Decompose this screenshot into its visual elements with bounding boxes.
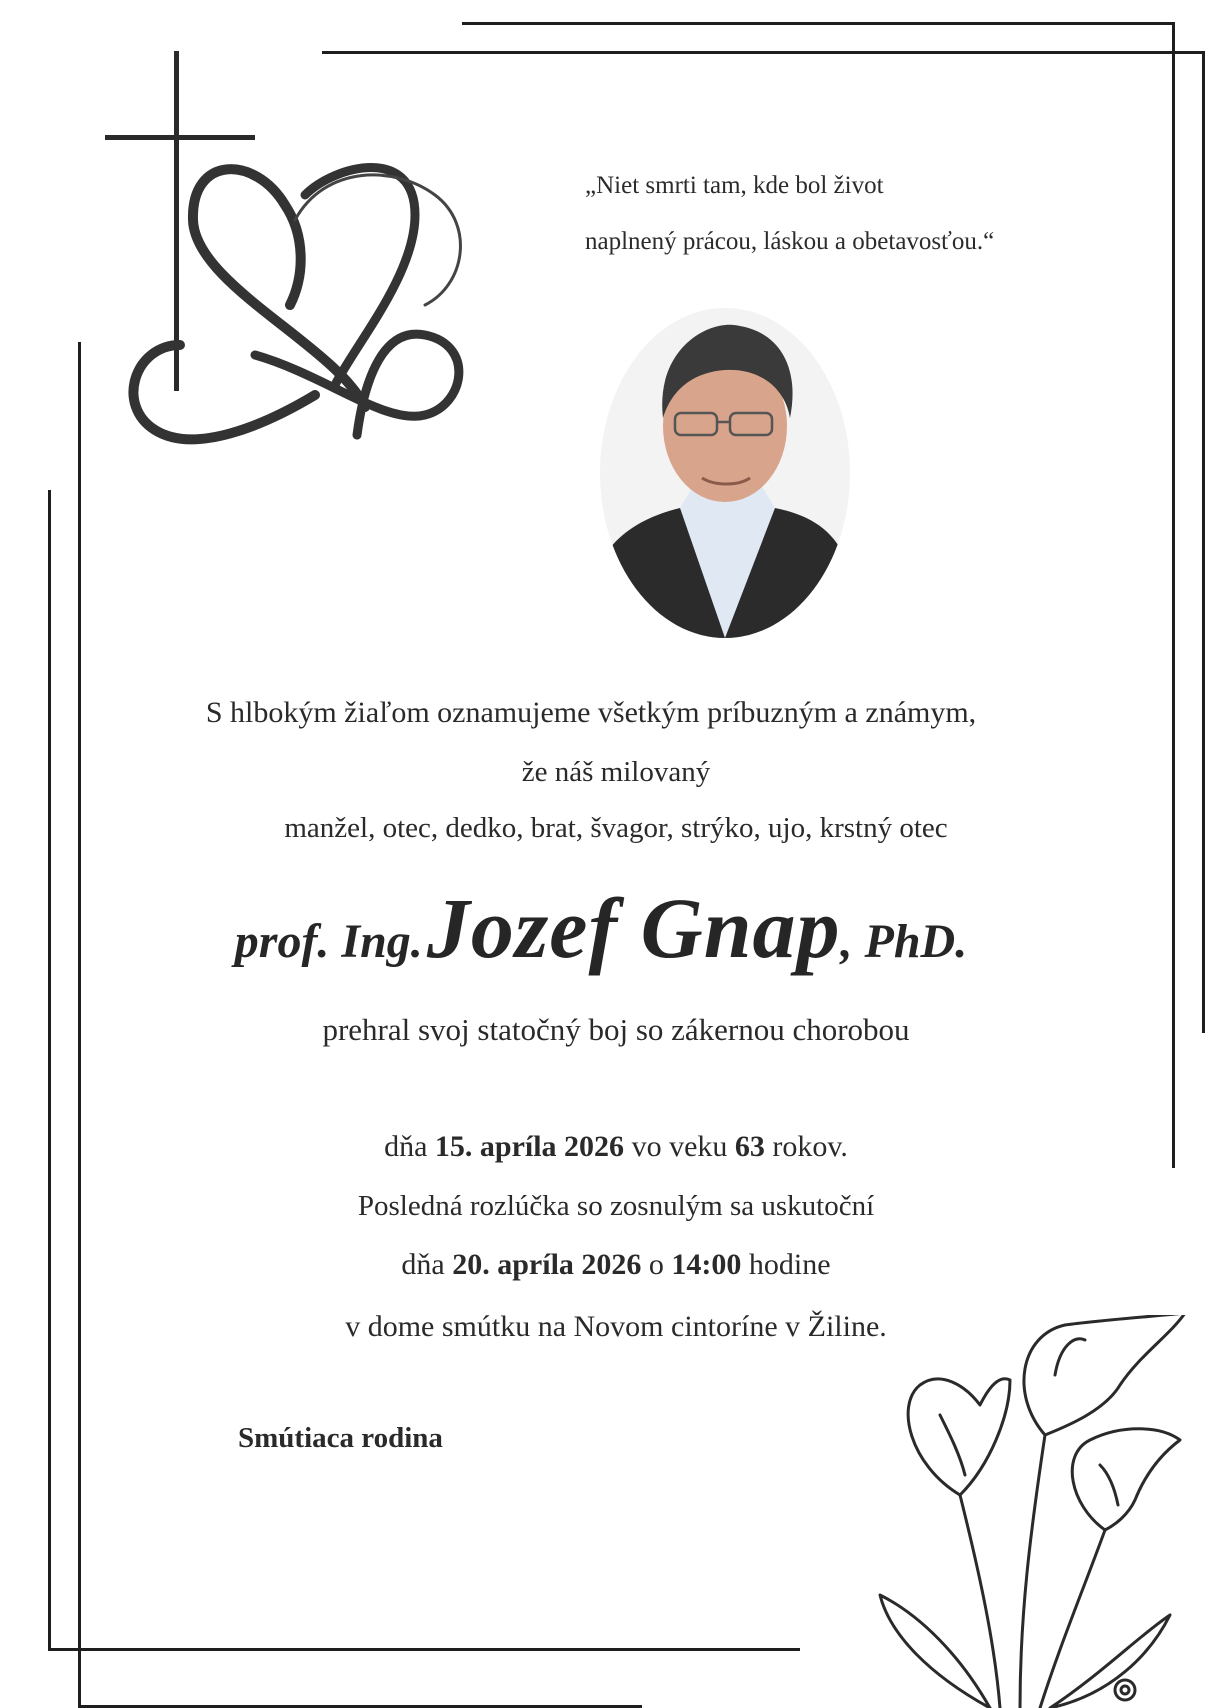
death-date-line: dňa 15. apríla 2026 vo veku 63 rokov. <box>384 1130 848 1163</box>
outer-swirl <box>295 175 460 305</box>
lily-leaf-left <box>880 1595 990 1708</box>
signature: Smútiaca rodina <box>238 1422 443 1454</box>
portrait-photo <box>600 308 850 638</box>
announcement-line-2: že náš milovaný <box>521 756 711 788</box>
announcement-line-1: S hlbokým žiaľom oznamujeme všetkým príbuzným a známym, <box>205 696 977 729</box>
quote-line-2: naplnený prácou, láskou a obetavosťou.“ <box>585 228 995 255</box>
cross-horizontal <box>105 135 255 140</box>
infinity-swirl-left <box>133 345 315 439</box>
death-statement: prehral svoj statočný boj so zákernou chorobou <box>322 1012 910 1047</box>
lily-flower-right <box>1072 1429 1180 1530</box>
death-date: 15. apríla 2026 <box>434 1130 625 1163</box>
frame-left-line-2 <box>48 490 51 1650</box>
frame-bottom-line-1 <box>48 1648 800 1651</box>
quote-line-1: „Niet smrti tam, kde bol život <box>585 172 884 199</box>
title-prefix: prof. Ing. <box>234 915 423 968</box>
lily-flower-left <box>908 1379 1010 1495</box>
deceased-name: Jozef Gnap <box>426 880 841 976</box>
lily-stem-3 <box>1040 1530 1105 1708</box>
lily-stem-2 <box>960 1495 1000 1708</box>
frame-top-line-1 <box>462 22 1174 25</box>
funeral-place: v dome smútku na Novom cintoríne v Žiline. <box>345 1310 887 1343</box>
title-suffix: , PhD. <box>840 915 968 968</box>
funeral-time: 14:00 <box>671 1248 742 1281</box>
lily-stem-1 <box>1020 1435 1045 1708</box>
frame-right-line-1 <box>1172 22 1175 1168</box>
cross-vertical <box>174 51 179 391</box>
calla-lily-illustration <box>870 1315 1205 1708</box>
funeral-intro: Posledná rozlúčka so zosnulým sa uskutoční <box>357 1190 875 1222</box>
funeral-date: 20. apríla 2026 <box>452 1248 642 1281</box>
funeral-date-line: dňa 20. apríla 2026 o 14:00 hodine <box>401 1248 831 1281</box>
lily-flower-top <box>1024 1315 1185 1435</box>
deceased-name-line <box>0 878 1232 978</box>
age-value: 63 <box>734 1130 765 1163</box>
cross-heart-emblem <box>95 45 515 485</box>
announcement-line-3: manžel, otec, dedko, brat, švagor, strýko, ujo, krstný otec <box>284 812 948 844</box>
